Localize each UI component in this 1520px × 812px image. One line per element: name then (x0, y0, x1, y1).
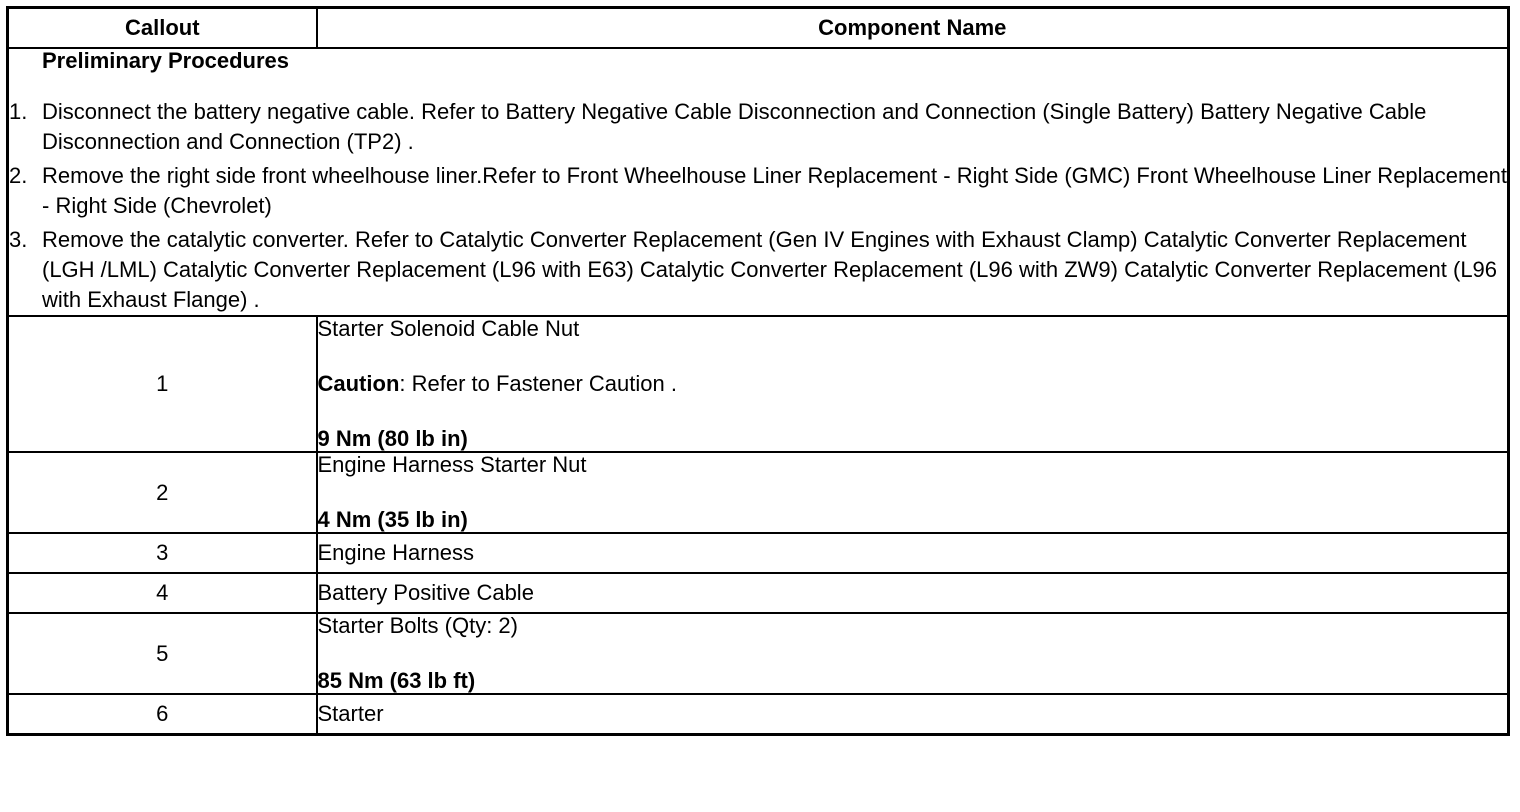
table-row (8, 533, 1509, 573)
preliminary-step (9, 225, 1507, 315)
callout-number: 5 (8, 613, 317, 694)
step-number: 3. (9, 227, 28, 252)
step-text: Remove the catalytic converter. Refer to Catalytic Converter Replacement (Gen IV Engines with Exhaust Clamp) Catalytic Converter Replacement (LGH /LML) Catalytic Converter Replacement (L96 with E63) Catalytic Converter Replacement (L96 with ZW9) Catalytic Converter Replacement (L96 with Exhaust Flange) . (42, 227, 1498, 312)
torque-spec: 9 Nm (80 lb in) (317, 426, 468, 451)
table-row (8, 316, 1509, 452)
component-cell (317, 613, 1509, 694)
column-header-callout: Callout (8, 8, 317, 49)
caution-note (318, 372, 1508, 396)
component-cell (317, 316, 1509, 452)
preliminary-step (9, 161, 1507, 221)
preliminary-procedures-title: Preliminary Procedures (42, 48, 290, 73)
callout-number: 1 (8, 316, 317, 452)
preliminary-step (9, 97, 1507, 157)
component-name: Starter Solenoid Cable Nut (317, 316, 580, 341)
component-name: Battery Positive Cable (317, 573, 1509, 613)
table-row (8, 452, 1509, 533)
component-cell (317, 452, 1509, 533)
component-name: Engine Harness Starter Nut (317, 452, 587, 477)
callout-number: 3 (8, 533, 317, 573)
step-number: 1. (9, 99, 28, 124)
table-row (8, 694, 1509, 735)
step-text: Remove the right side front wheelhouse liner.Refer to Front Wheelhouse Liner Replacement - Right Side (GMC) Front Wheelhouse Liner Replacement - Right Side (Chevrolet) (42, 163, 1507, 218)
component-table (6, 6, 1510, 736)
step-text: Disconnect the battery negative cable. Refer to Battery Negative Cable Disconnection and Connection (Single Battery) Battery Negative Cable Disconnection and Connection (TP2) . (42, 99, 1427, 154)
preliminary-steps-list (9, 97, 1507, 315)
table-header-row (8, 8, 1509, 49)
table-row (8, 613, 1509, 694)
torque-spec: 4 Nm (35 lb in) (317, 507, 468, 532)
caution-label: Caution (317, 371, 400, 396)
preliminary-procedures-row (8, 48, 1509, 316)
callout-number: 2 (8, 452, 317, 533)
component-name: Starter (317, 694, 1509, 735)
step-number: 2. (9, 163, 28, 188)
preliminary-procedures-cell (8, 48, 1509, 316)
component-name: Starter Bolts (Qty: 2) (317, 613, 518, 638)
table-row (8, 573, 1509, 613)
column-header-component-name: Component Name (317, 8, 1509, 49)
caution-text: : Refer to Fastener Caution . (399, 371, 677, 396)
callout-number: 6 (8, 694, 317, 735)
callout-number: 4 (8, 573, 317, 613)
torque-spec: 85 Nm (63 lb ft) (317, 668, 476, 693)
component-name: Engine Harness (317, 533, 1509, 573)
